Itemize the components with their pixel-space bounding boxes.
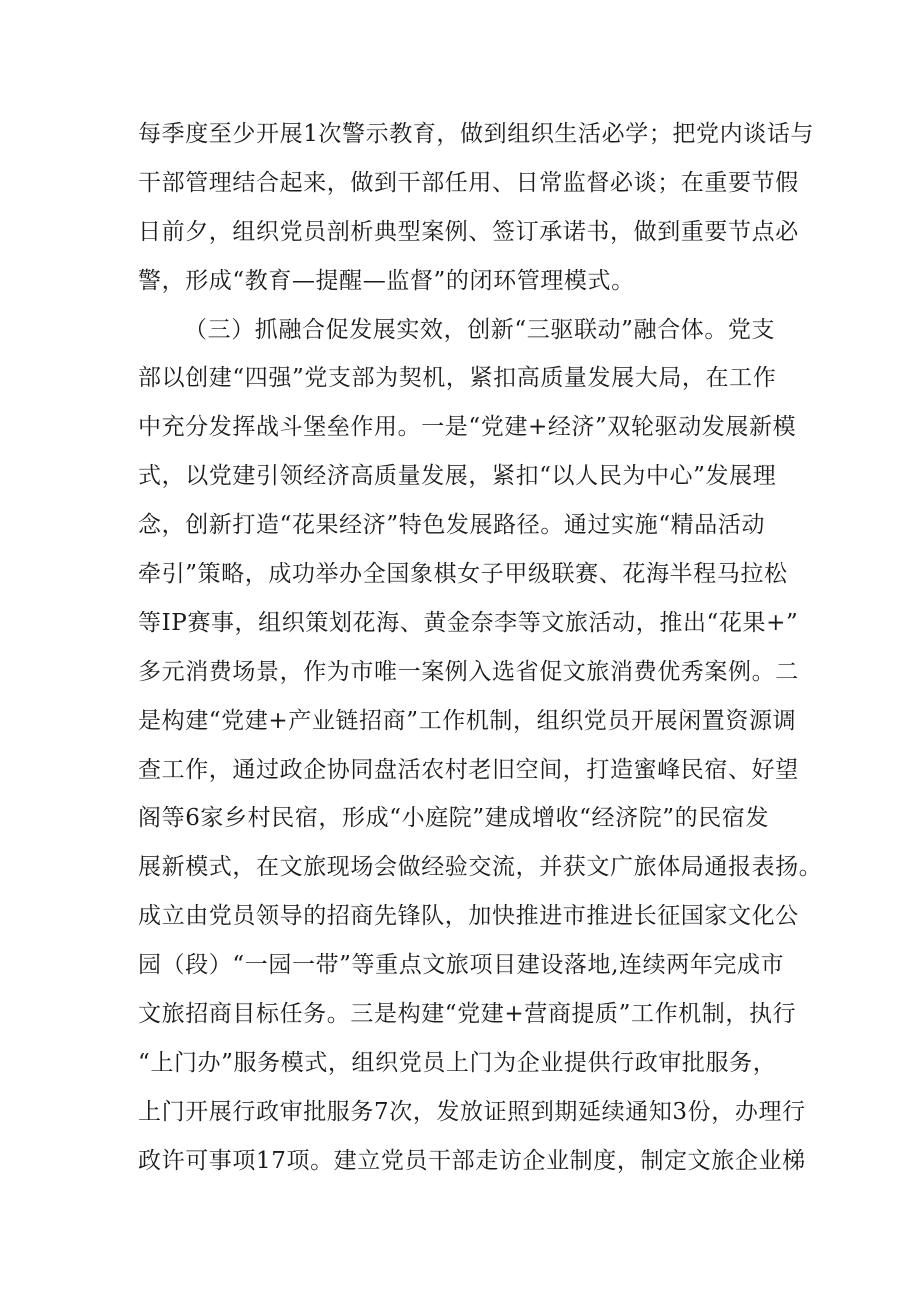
- text-line: 园（段）“一园一带”等重点文旅项目建设落地,连续两年完成市: [138, 952, 785, 979]
- text-line: 警，形成“教育—提醒—监督”的闭环管理模式。: [138, 267, 635, 294]
- text-line: 式，以党建引领经济高质量发展，紧扣“以人民为中心”发展理: [138, 463, 777, 490]
- text-line: 干部管理结合起来，做到干部任用、日常监督必谈；在重要节假: [138, 169, 799, 196]
- text-line: 上门开展行政审批服务7次，发放证照到期延续通知3份，办理行: [138, 1098, 806, 1125]
- text-line: 文旅招商目标任务。三是构建“党建+营商提质”工作机制，执行: [138, 1001, 797, 1028]
- text-line: 部以创建“四强”党支部为契机，紧扣高质量发展大局，在工作: [138, 365, 777, 392]
- text-line: 每季度至少开展1次警示教育，做到组织生活必学；把党内谈话与: [138, 121, 815, 147]
- text-line: 念，创新打造“花果经济”特色发展路径。通过实施“精品活动: [138, 512, 766, 539]
- text-line: 多元消费场景，作为市唯一案例入选省促文旅消费优秀案例。二: [138, 658, 799, 685]
- text-line: 成立由党员领导的招商先锋队，加快推进市推进长征国家文化公: [138, 903, 799, 930]
- text-line: “上门办”服务模式，组织党员上门为企业提供行政审批服务，: [138, 1049, 777, 1076]
- body-text: [138, 110, 823, 1186]
- text-line: 是构建“党建+产业链招商”工作机制，组织党员开展闲置资源调: [138, 707, 797, 734]
- text-line: 阁等6家乡村民宿，形成“小庭院”建成增收“经济院”的民宿发: [138, 805, 770, 832]
- text-line: 展新模式，在文旅现场会做经验交流，并获文广旅体局通报表扬。: [138, 854, 823, 881]
- section-heading-line: （三）抓融合促发展实效，创新“三驱联动”融合体。党支: [184, 316, 776, 343]
- text-line: 日前夕，组织党员剖析典型案例、签订承诺书，做到重要节点必: [138, 218, 799, 245]
- text-line: 等IP赛事，组织策划花海、黄金奈李等文旅活动，推出“花果+”: [138, 609, 799, 636]
- text-line: 查工作，通过政企协同盘活农村老旧空间，打造蜜峰民宿、好望: [138, 756, 799, 783]
- text-line: 政许可事项17项。建立党员干部走访企业制度，制定文旅企业梯: [138, 1147, 806, 1174]
- text-line: 牵引”策略，成功举办全国象棋女子甲级联赛、花海半程马拉松: [138, 561, 788, 588]
- text-line: 中充分发挥战斗堡垒作用。一是“党建+经济”双轮驱动发展新模: [138, 414, 797, 441]
